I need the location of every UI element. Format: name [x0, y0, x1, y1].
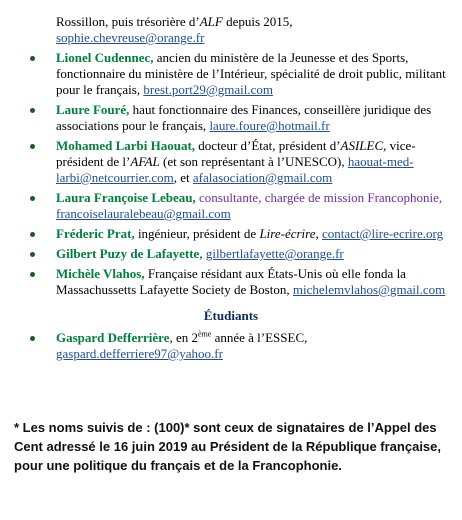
bullet-icon [30, 144, 35, 149]
entry-text: , [315, 226, 323, 241]
bullet-icon [30, 336, 35, 341]
bullet-icon [30, 252, 35, 257]
continued-entry [0, 14, 462, 46]
email-link[interactable]: afalasociation@gmail.com [192, 170, 333, 185]
entry-text: depuis 2015, [222, 14, 293, 29]
entry-text: , et [173, 170, 193, 185]
section-heading: Étudiants [203, 308, 259, 323]
entry-text: ancien du ministère de la Jeunesse et des Sports, fonctionnaire du ministère de l’Intérieur, spécialité de droit public, militant pour le français, [56, 50, 446, 97]
entry-text: , [199, 246, 206, 261]
entry-text: haut fonctionnaire des Finances, conseillère juridique des associations pour le français, [56, 102, 432, 133]
person-name: Gaspard Defferrière [56, 330, 170, 345]
list-item [0, 102, 462, 134]
bullet-icon [30, 272, 35, 277]
footnote: * Les noms suivis de : (100)* sont ceux de signataires de l’Appel des Cent adressé le 16 juin 2019 au Président de la République française, pour une politique du français et de la Francophonie. [14, 420, 442, 473]
entry-text: Rossillon, puis trésorière d’ [56, 14, 200, 29]
email-link[interactable]: michelemvlahos@gmail.com [292, 282, 446, 297]
bullet-icon [30, 196, 35, 201]
bullet-icon [30, 108, 35, 113]
email-link[interactable]: francoiselauralebeau@gmail.com [56, 206, 231, 221]
superscript: ème [198, 329, 212, 339]
org-name: ALF [199, 14, 223, 29]
bullet-icon [30, 232, 35, 237]
email-link[interactable]: contact@lire-ecrire.org [322, 226, 444, 241]
bullet-icon [30, 56, 35, 61]
entry-text: ingénieur, président de [134, 226, 260, 241]
entry-text: , vice-président de l’ [56, 138, 416, 169]
entry-text: (et son représentant à l’UNESCO), [159, 154, 348, 169]
person-name: Gilbert Puzy de Lafayette [56, 246, 200, 261]
email-link[interactable]: laure.foure@hotmail.fr [209, 118, 330, 133]
email-link[interactable]: sophie.chevreuse@orange.fr [56, 30, 205, 45]
person-name: Mohamed Larbi Haouat, [56, 138, 196, 153]
person-name: Laura Françoise Lebeau, [56, 190, 196, 205]
person-name: Fréderic Prat, [56, 226, 135, 241]
list-item [0, 226, 462, 242]
list-item [0, 50, 462, 98]
org-name: ASILEC [340, 138, 384, 153]
email-link[interactable]: brest.port29@gmail.com [143, 82, 274, 97]
org-name: Lire-écrire [259, 226, 316, 241]
email-link[interactable]: gilbertlafayette@orange.fr [205, 246, 344, 261]
list-item [0, 266, 462, 298]
list-item [0, 190, 462, 222]
entry-text: docteur d’État, président d’ [195, 138, 341, 153]
list-item [0, 330, 462, 362]
org-name: AFAL [130, 154, 160, 169]
entry-text: , en 2 [169, 330, 198, 345]
entry-text: Française résidant aux États-Unis où elle fonda la Massachussetts Lafayette Society de Boston, [56, 266, 406, 297]
entry-text: année à l’ESSEC, [211, 330, 308, 345]
list-item [0, 246, 462, 262]
person-name: Michèle Vlahos, [56, 266, 145, 281]
person-name: Lionel Cudennec, [56, 50, 154, 65]
list-item [0, 138, 462, 186]
person-name: Laure Fouré, [56, 102, 130, 117]
entry-text: consultante, chargée de mission Francophonie, [195, 190, 443, 205]
email-link[interactable]: gaspard.defferriere97@yahoo.fr [56, 346, 223, 361]
email-link[interactable]: haouat-med-larbi@netcourrier.com [56, 154, 414, 185]
